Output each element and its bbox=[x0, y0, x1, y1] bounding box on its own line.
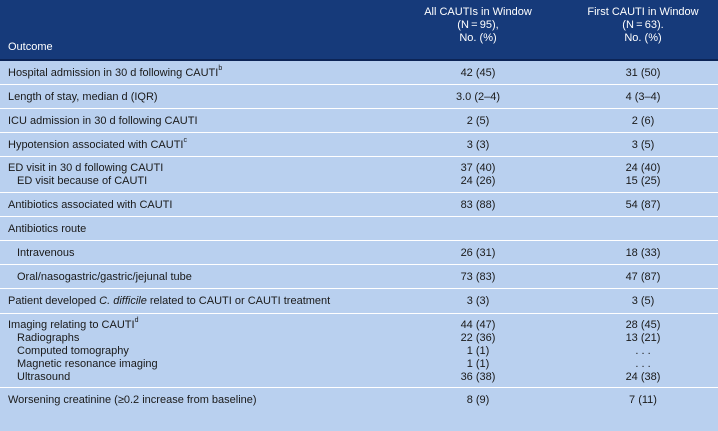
cell-all: 22 (36) bbox=[460, 332, 496, 344]
cell-all: 2 (5) bbox=[466, 115, 490, 127]
table-row bbox=[0, 61, 718, 85]
cell-first: 7 (11) bbox=[629, 394, 657, 406]
cell-all: 42 (45) bbox=[460, 67, 496, 79]
header-first-cauti: First CAUTI in Window (N = 63). No. (%) bbox=[587, 6, 699, 44]
table-row bbox=[0, 85, 718, 109]
cell-first: 3 (5) bbox=[631, 295, 655, 307]
cell-first: . . . bbox=[635, 358, 651, 370]
cell-first: . . . bbox=[635, 345, 651, 357]
cell-all: 3 (3) bbox=[466, 295, 490, 307]
cell-all: 44 (47) bbox=[460, 319, 496, 331]
row-sub-label: Computed tomography bbox=[17, 345, 129, 357]
cell-first: 28 (45) bbox=[625, 319, 661, 331]
row-sub-label: ED visit because of CAUTI bbox=[17, 175, 148, 187]
cell-first: 4 (3–4) bbox=[625, 91, 661, 103]
row-label: Worsening creatinine (≥0.2 increase from baseline) bbox=[8, 394, 257, 406]
cell-first: 15 (25) bbox=[625, 175, 661, 187]
cell-all: 73 (83) bbox=[460, 271, 496, 283]
cell-first: 24 (40) bbox=[625, 162, 661, 174]
cell-first: 18 (33) bbox=[625, 247, 661, 259]
cell-all: 24 (26) bbox=[460, 175, 496, 187]
cell-all: 3.0 (2–4) bbox=[455, 91, 501, 103]
row-label: Hypotension associated with CAUTI$^c$ bbox=[8, 137, 187, 151]
cell-all: 1 (1) bbox=[466, 358, 490, 370]
table-row bbox=[0, 289, 718, 314]
table-row bbox=[0, 133, 718, 157]
row-label: ED visit in 30 d following CAUTI bbox=[8, 162, 164, 174]
table-row bbox=[0, 265, 718, 289]
table-header bbox=[0, 0, 718, 61]
row-sub-label: Radiographs bbox=[17, 332, 80, 344]
table-row bbox=[0, 157, 718, 193]
table-row bbox=[0, 388, 718, 412]
table-row bbox=[0, 193, 718, 217]
row-label: Hospital admission in 30 d following CAUTI$^b$ bbox=[8, 65, 223, 79]
cell-first: 3 (5) bbox=[631, 139, 655, 151]
cell-all: 3 (3) bbox=[466, 139, 490, 151]
cell-all: 36 (38) bbox=[460, 371, 496, 383]
table-row bbox=[0, 314, 718, 388]
cell-all: 83 (88) bbox=[460, 199, 496, 211]
cell-first: 13 (21) bbox=[625, 332, 661, 344]
row-label: ICU admission in 30 d following CAUTI bbox=[8, 115, 198, 127]
cell-all: 26 (31) bbox=[460, 247, 496, 259]
cell-first: 54 (87) bbox=[625, 199, 661, 211]
cell-first: 2 (6) bbox=[631, 115, 655, 127]
table-row bbox=[0, 217, 718, 241]
row-sub-label: Ultrasound bbox=[17, 371, 71, 383]
row-label: Length of stay, median d (IQR) bbox=[8, 91, 158, 103]
row-label: Patient developed C. difficile related to CAUTI or CAUTI treatment bbox=[8, 295, 331, 307]
row-sub-label: Magnetic resonance imaging bbox=[17, 358, 158, 370]
cell-first: 47 (87) bbox=[625, 271, 661, 283]
cell-first: 31 (50) bbox=[625, 67, 661, 79]
row-label: Intravenous bbox=[17, 247, 75, 259]
row-label: Antibiotics associated with CAUTI bbox=[8, 199, 173, 211]
table-row bbox=[0, 241, 718, 265]
row-label: Antibiotics route bbox=[8, 223, 87, 235]
cell-first: 24 (38) bbox=[625, 371, 661, 383]
cell-all: 1 (1) bbox=[466, 345, 490, 357]
header-outcome: Outcome bbox=[8, 41, 53, 53]
table-row bbox=[0, 109, 718, 133]
cell-all: 37 (40) bbox=[460, 162, 496, 174]
header-all-cautis: All CAUTIs in Window (N = 95), No. (%) bbox=[424, 6, 532, 44]
row-label: Imaging relating to CAUTI$^d$ bbox=[8, 317, 139, 331]
cell-all: 8 (9) bbox=[466, 394, 490, 406]
row-label: Oral/nasogastric/gastric/jejunal tube bbox=[17, 271, 192, 283]
